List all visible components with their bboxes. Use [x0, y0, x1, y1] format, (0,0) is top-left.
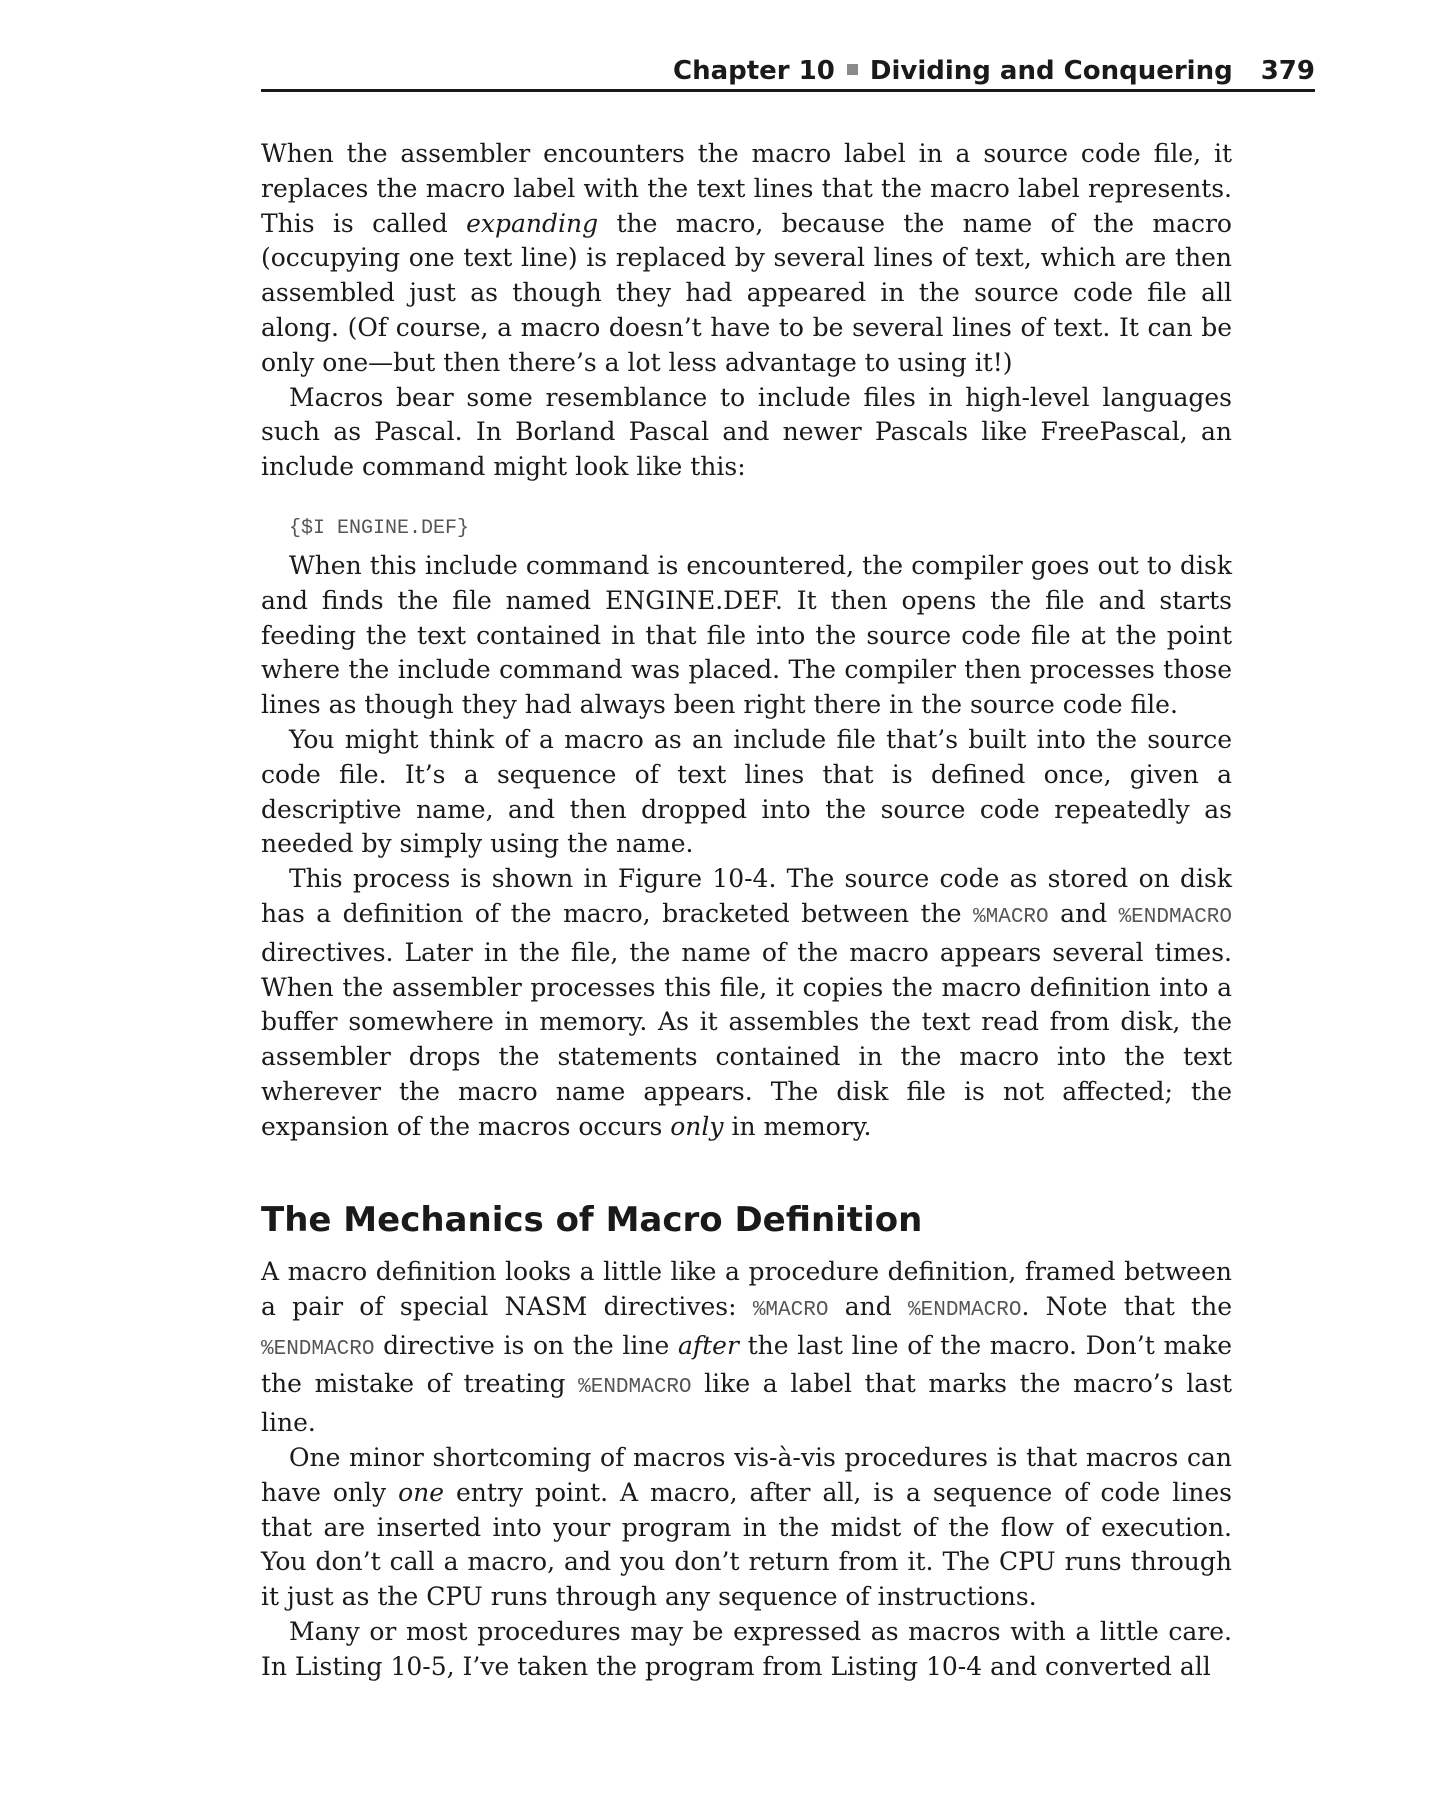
inline-code: %ENDMACRO	[578, 1376, 692, 1400]
inline-code: %ENDMACRO	[261, 1337, 375, 1361]
emphasis: one	[398, 1477, 445, 1507]
square-bullet-icon	[847, 64, 858, 75]
text-span: When the assembler encounters the macro label in a source code file, it replaces the macro label with the text lines that the macro label represents. This is called	[261, 139, 1232, 238]
paragraph	[261, 1441, 1232, 1615]
inline-code: %MACRO	[752, 1298, 829, 1322]
paragraph	[261, 1255, 1232, 1441]
paragraph: Many or most procedures may be expressed as macros with a little care. In Listing 10-5, I’ve taken the program from Listing 10-4 and converted all	[261, 1616, 1232, 1681]
inline-code: %ENDMACRO	[908, 1298, 1022, 1322]
chapter-title: Dividing and Conquering	[869, 56, 1233, 86]
text-span: directives. Later in the file, the name of the macro appears several times. When the assembler processes this file, it copies the macro definition into a buffer somewhere in memory. As it assembles the text read from disk, the assembler drops the statements contained in the macro into the text wherever the macro name appears. The disk file is not affected; the expansion of the macros occurs	[261, 937, 1232, 1141]
paragraph: When this include command is encountered, the compiler goes out to disk and finds the file named ENGINE.DEF. It then opens the file and starts feeding the text contained in that file into the source code file at the point where the include command was placed. The compiler then processes those lines as though they had always been right there in the source code file.	[261, 551, 1232, 720]
header-rule	[261, 89, 1315, 92]
page-number: 379	[1260, 56, 1315, 86]
text-block-2	[261, 549, 1232, 1145]
paragraph	[261, 862, 1232, 1144]
code-example: {$I ENGINE.DEF}	[289, 517, 470, 540]
text-span: like a label that marks the macro’s last line.	[261, 1369, 1232, 1438]
text-span: in memory.	[723, 1111, 872, 1141]
text-span: the last line of the macro. Don’t make the mistake of treating	[261, 1330, 1233, 1399]
text-block-1	[261, 137, 1232, 485]
section-heading: The Mechanics of Macro Definition	[261, 1200, 923, 1240]
text-span: and	[1048, 898, 1119, 928]
text-span: the macro, because the name of the macro (occupying one text line) is replaced by several lines of text, which are then assembled just as though they had appeared in the source code file all along. (Of course, a macro doesn’t have to be several lines of text. It can be only one—but then there’s a lot less advantage to using it!)	[261, 208, 1232, 377]
chapter-label: Chapter 10	[673, 56, 835, 86]
text-span: A macro definition looks a little like a procedure definition, framed between a pair of special NASM directives:	[261, 1257, 1232, 1321]
text-span: directive is on the line	[374, 1330, 678, 1360]
text-span: entry point. A macro, after all, is a sequence of code lines that are inserted into your program in the midst of the flow of execution. You don’t call a macro, and you don’t return from it. The CPU runs through it just as the CPU runs through any sequence of instructions.	[261, 1477, 1232, 1612]
text-span: and	[828, 1291, 909, 1321]
running-head	[261, 52, 1315, 90]
text-block-3	[261, 1255, 1232, 1685]
paragraph	[261, 137, 1232, 381]
paragraph: You might think of a macro as an include file that’s built into the source code file. It’s a sequence of text lines that is defined once, given a descriptive name, and then dropped into the source code repeatedly as needed by simply using the name.	[261, 724, 1232, 859]
text-span: . Note that the	[1021, 1291, 1233, 1321]
text-span: One minor shortcoming of macros vis-à-vis procedures is that macros can have only	[261, 1442, 1232, 1507]
inline-code: %MACRO	[973, 905, 1049, 929]
emphasis: only	[670, 1111, 724, 1141]
emphasis: expanding	[466, 208, 599, 238]
text-span: This process is shown in Figure 10-4. The source code as stored on disk has a definition of the macro, bracketed between the	[261, 864, 1232, 928]
paragraph: Macros bear some resemblance to include files in high-level languages such as Pascal. In Borland Pascal and newer Pascals like FreePascal, an include command might look like this:	[261, 382, 1232, 482]
emphasis: after	[677, 1330, 739, 1360]
inline-code: %ENDMACRO	[1118, 905, 1232, 929]
